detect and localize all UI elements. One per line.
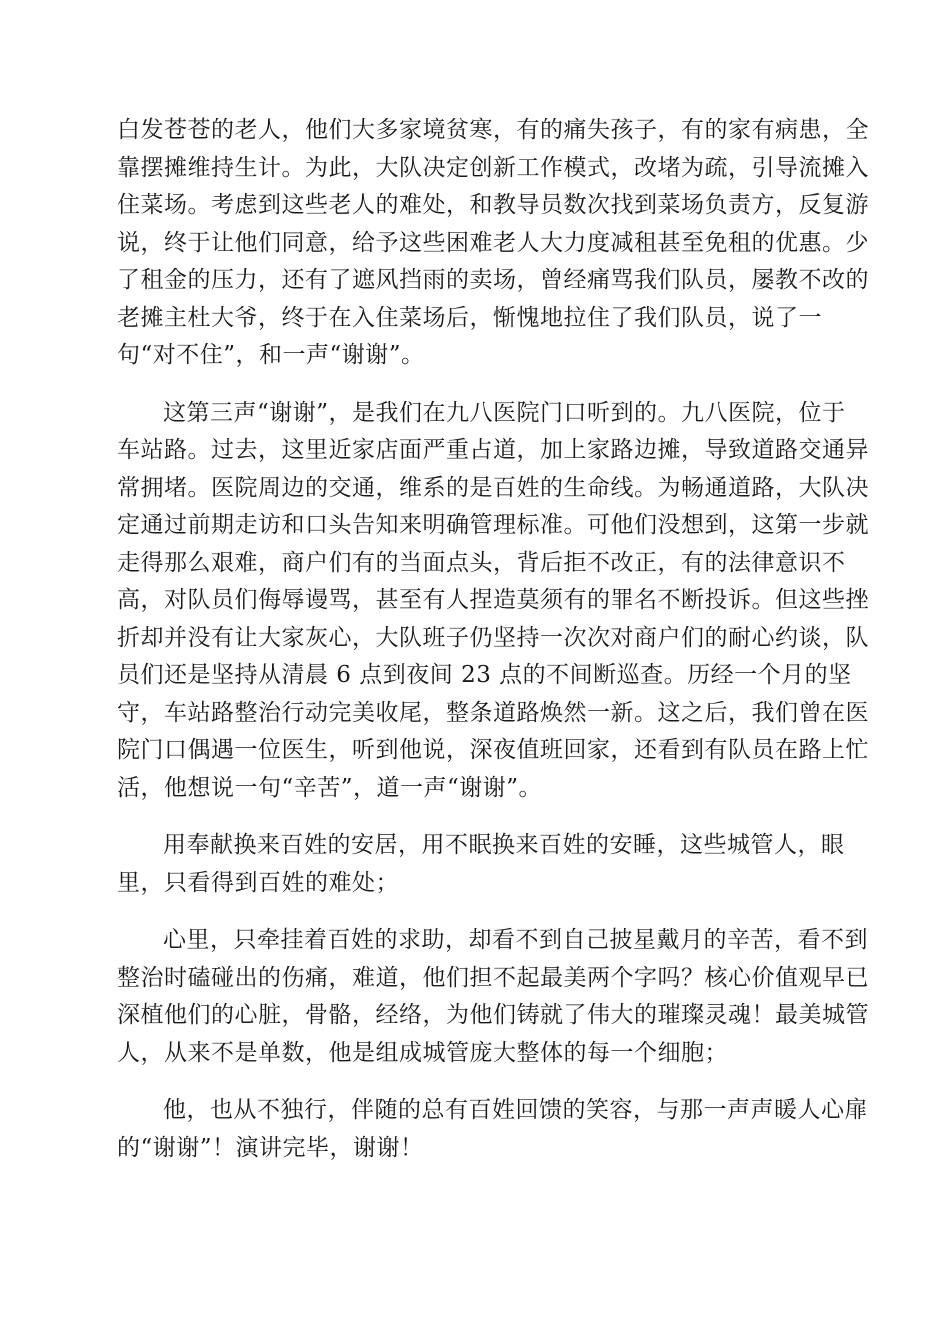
paragraph-3 bbox=[117, 827, 845, 902]
text-line: 这第三声“谢谢”，是我们在九八医院门口听到的。九八医院，位于 bbox=[163, 399, 846, 426]
document-body bbox=[117, 112, 869, 1187]
paragraph-2 bbox=[117, 395, 869, 808]
text-line: 深植他们的心脏，骨骼，经络，为他们铸就了伟大的璀璨灵魂！最美城管 bbox=[117, 1002, 869, 1028]
text-line: 用奉献换来百姓的安居，用不眠换来百姓的安睡，这些城管人，眼 bbox=[163, 832, 845, 858]
text-line: 句“对不住”，和一声“谢谢”。 bbox=[117, 342, 425, 368]
paragraph-5 bbox=[117, 1092, 868, 1167]
text-line: 整治时磕碰出的伤痛，难道，他们担不起最美两个字吗？核心价值观早已 bbox=[117, 964, 869, 991]
text-line: 走得那么艰难，商户们有的当面点头，背后拒不改正，有的法律意识不 bbox=[117, 549, 846, 576]
text-line: 心里，只牵挂着百姓的求助，却看不到自己披星戴月的辛苦，看不到 bbox=[163, 927, 868, 953]
text-line: 定通过前期走访和口头告知来明确管理标准。可他们没想到，这第一步就 bbox=[117, 512, 869, 538]
text-line: 车站路。过去，这里近家店面严重占道，加上家路边摊，导致道路交通异 bbox=[117, 437, 869, 463]
paragraph-4 bbox=[117, 922, 869, 1072]
text-line: 人，从来不是单数，他是组成城管庞大整体的每一个细胞； bbox=[117, 1039, 728, 1066]
text-line: 他，也从不独行，伴随的总有百姓回馈的笑容，与那一声声暖人心扉 bbox=[163, 1097, 868, 1123]
text-line: 高，对队员们侮辱谩骂，甚至有人捏造莫须有的罪名不断投诉。但这些挫 bbox=[117, 587, 869, 613]
text-line: 说，终于让他们同意，给予这些困难老人大力度减租甚至免租的优惠。少 bbox=[117, 229, 869, 256]
text-line: 老摊主杜大爷，终于在入住菜场后，惭愧地拉住了我们队员，说了一 bbox=[117, 304, 822, 331]
text-line: 院门口偶遇一位医生，听到他说，深夜值班回家，还看到有队员在路上忙 bbox=[117, 737, 869, 763]
text-line: 常拥堵。医院周边的交通，维系的是百姓的生命线。为畅通道路，大队决 bbox=[117, 474, 869, 501]
text-line: 了租金的压力，还有了遮风挡雨的卖场，曾经痛骂我们队员，屡教不改的 bbox=[117, 267, 869, 293]
text-line: 白发苍苍的老人，他们大多家境贫寒，有的痛失孩子，有的家有病患，全 bbox=[117, 117, 869, 143]
text-line: 靠摆摊维持生计。为此，大队决定创新工作模式，改堵为疏，引导流摊入 bbox=[117, 154, 869, 181]
text-line: 里，只看得到百姓的难处； bbox=[117, 869, 399, 896]
text-line: 守，车站路整治行动完美收尾，整条道路焕然一新。这之后，我们曾在医 bbox=[117, 699, 869, 726]
text-line: 员们还是坚持从清晨 6 点到夜间 23 点的不间断巡查。历经一个月的坚 bbox=[117, 662, 852, 688]
text-line: 折却并没有让大家灰心，大队班子仍坚持一次次对商户们的耐心约谈，队 bbox=[117, 624, 869, 651]
text-line: 活，他想说一句“辛苦”，道一声“谢谢”。 bbox=[117, 774, 543, 801]
paragraph-1 bbox=[117, 112, 869, 375]
text-line: 住菜场。考虑到这些老人的难处，和教导员数次找到菜场负责方，反复游 bbox=[117, 192, 869, 218]
text-line: 的“谢谢”！演讲完毕，谢谢！ bbox=[117, 1134, 424, 1161]
